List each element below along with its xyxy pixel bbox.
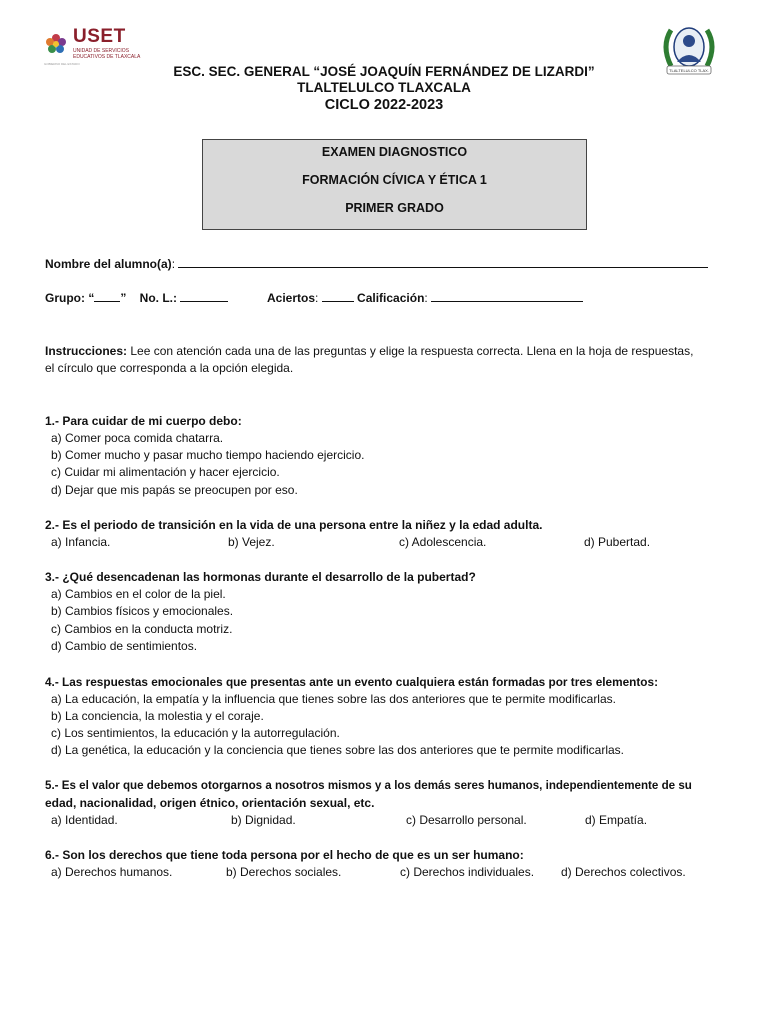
question-5-line-2: edad, nacionalidad, origen étnico, orientación sexual, etc. xyxy=(45,796,375,810)
instructions-line-1 xyxy=(45,344,693,358)
hits-field[interactable] xyxy=(322,291,354,302)
question-6: 6.- Son los derechos que tiene toda persona por el hecho de que es un ser humano: xyxy=(45,848,524,862)
question-5-line-1: 5.- Es el valor que debemos otorgarnos a nosotros mismos y a los demás seres humanos, independientemente de su xyxy=(45,779,692,792)
question-4: 4.- Las respuestas emocionales que presentas ante un evento cualquiera están formadas por tres elementos: xyxy=(45,675,658,689)
exam-type: EXAMEN DIAGNOSTICO xyxy=(321,145,468,159)
grade-label: Calificación xyxy=(357,291,425,305)
q5-option-b: b) Dignidad. xyxy=(231,813,296,827)
instructions-text-2: el círculo que corresponda a la opción elegida. xyxy=(45,361,294,375)
q4-option-b: b) La conciencia, la molestia y el coraje. xyxy=(51,709,264,723)
q4-option-d: d) La genética, la educación y la conciencia que tienes sobre las dos anteriores que te permite modificarlas. xyxy=(51,743,624,757)
list-number-label: No. L.: xyxy=(139,291,177,305)
school-cycle: CICLO 2022-2023 xyxy=(324,97,444,113)
question-3: 3.- ¿Qué desencadenan las hormonas durante el desarrollo de la pubertad? xyxy=(45,570,476,584)
student-name-row: Nombre del alumno(a): xyxy=(45,257,708,271)
q3-option-a: a) Cambios en el color de la piel. xyxy=(51,587,226,601)
uset-logo xyxy=(44,26,144,66)
q6-option-d: d) Derechos colectivos. xyxy=(561,865,686,879)
score-row: Aciertos: Calificación: xyxy=(267,291,583,305)
question-1: 1.- Para cuidar de mi cuerpo debo: xyxy=(45,414,242,428)
q2-option-d: d) Pubertad. xyxy=(584,535,651,549)
group-row: Grupo: “ ” No. L.: xyxy=(45,291,228,305)
uset-flower-icon xyxy=(44,28,68,62)
q2-option-a: a) Infancia. xyxy=(51,535,111,549)
hits-label: Aciertos xyxy=(267,291,316,305)
q3-option-b: b) Cambios físicos y emocionales. xyxy=(51,604,234,618)
uset-tagline: GOBIERNO DEL ESTADO xyxy=(44,62,80,66)
uset-name: USET xyxy=(73,26,126,47)
list-number-field[interactable] xyxy=(180,291,228,302)
name-field[interactable] xyxy=(178,257,708,268)
group-label: Grupo: “ xyxy=(45,291,95,305)
q6-option-c: c) Derechos individuales. xyxy=(400,865,535,879)
q5-option-d: d) Empatía. xyxy=(585,813,648,827)
q5-option-a: a) Identidad. xyxy=(51,813,118,827)
question-2: 2.- Es el periodo de transición en la vida de una persona entre la niñez y la edad adulta. xyxy=(45,518,543,532)
school-name: ESC. SEC. GENERAL “JOSÉ JOAQUÍN FERNÁNDEZ DE LIZARDI” xyxy=(173,64,595,79)
q4-option-a: a) La educación, la empatía y la influencia que tienes sobre las dos anteriores que te permite modificarlas. xyxy=(51,692,616,706)
exam-subject: FORMACIÓN CÍVICA Y ÉTICA 1 xyxy=(302,173,487,187)
q1-option-c: c) Cuidar mi alimentación y hacer ejercicio. xyxy=(51,465,280,479)
school-location: TLALTELULCO TLAXCALA xyxy=(297,80,471,95)
q6-option-b: b) Derechos sociales. xyxy=(226,865,342,879)
instructions-label: Instrucciones: xyxy=(45,344,128,358)
uset-subtitle: UNIDAD DE SERVICIOS EDUCATIVOS DE TLAXCALA xyxy=(73,48,141,60)
group-field[interactable] xyxy=(94,291,120,302)
q4-option-c: c) Los sentimientos, la educación y la autorregulación. xyxy=(51,726,340,740)
grade-field[interactable] xyxy=(431,291,583,302)
q3-option-c: c) Cambios en la conducta motriz. xyxy=(51,622,233,636)
q1-option-a: a) Comer poca comida chatarra. xyxy=(51,431,224,445)
seal-banner: TLALTELULCO TLAX. xyxy=(669,68,709,73)
q2-option-b: b) Vejez. xyxy=(228,535,275,549)
q6-option-a: a) Derechos humanos. xyxy=(51,865,173,879)
q1-option-d: d) Dejar que mis papás se preocupen por eso. xyxy=(51,483,298,497)
exam-title-box xyxy=(202,139,587,230)
q5-option-c: c) Desarrollo personal. xyxy=(406,813,527,827)
instructions-text-1: Lee con atención cada una de las preguntas y elige la respuesta correcta. Llena en la hoja de respuestas, xyxy=(130,344,694,358)
exam-grade: PRIMER GRADO xyxy=(345,201,444,215)
name-label: Nombre del alumno(a) xyxy=(45,257,172,271)
q3-option-d: d) Cambio de sentimientos. xyxy=(51,639,198,653)
q2-option-c: c) Adolescencia. xyxy=(399,535,487,549)
q1-option-b: b) Comer mucho y pasar mucho tiempo haciendo ejercicio. xyxy=(51,448,365,462)
